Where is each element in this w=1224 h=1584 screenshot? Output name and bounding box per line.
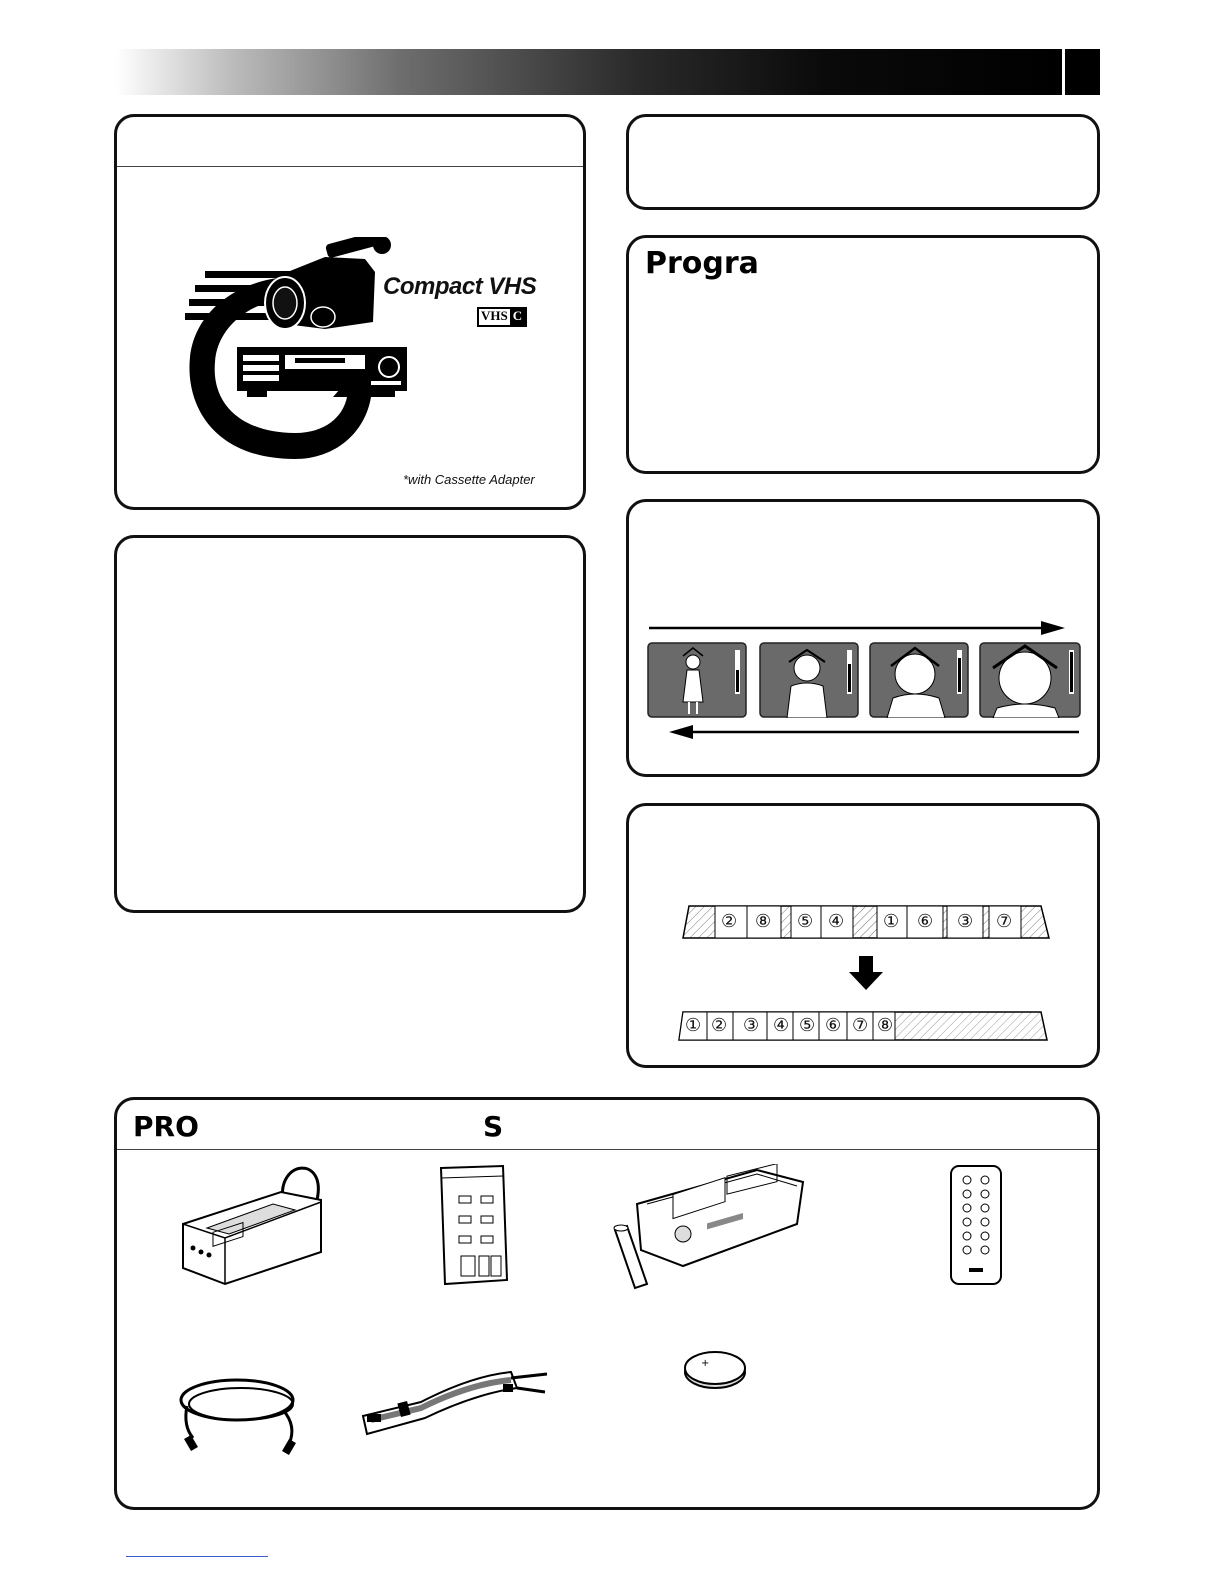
cassette-adapter-icon — [607, 1164, 807, 1294]
battery-pack-icon — [433, 1164, 513, 1294]
before-clip-8: ⑦ — [996, 911, 1013, 931]
before-clip-6: ⑥ — [917, 911, 934, 931]
header-page-block — [1065, 49, 1100, 95]
after-clip-2: ② — [711, 1015, 728, 1035]
shoulder-strap-icon — [361, 1362, 551, 1452]
vhs-badge-text: VHS — [481, 308, 508, 323]
down-arrow-icon — [849, 956, 883, 992]
before-clip-5: ① — [883, 911, 900, 931]
info-panel-right-top — [626, 114, 1100, 210]
zoom-out-arrow — [647, 722, 1087, 742]
after-clip-3: ③ — [743, 1015, 760, 1035]
remote-control-icon — [947, 1164, 1007, 1294]
panel-divider — [117, 166, 583, 167]
info-panel-left — [114, 535, 586, 913]
footer-link-underline[interactable] — [126, 1556, 268, 1557]
svg-text:+: + — [701, 1358, 710, 1369]
before-clip-3: ⑤ — [797, 911, 814, 931]
panel-divider — [117, 1149, 1097, 1150]
before-clip-2: ⑧ — [755, 911, 772, 931]
zoom-frame-1 — [647, 642, 747, 718]
after-clip-1: ① — [685, 1015, 702, 1035]
ac-adapter-icon — [177, 1160, 337, 1290]
vhs-badge-letter: C — [510, 309, 525, 325]
after-clip-6: ⑥ — [825, 1015, 842, 1035]
before-clip-7: ③ — [957, 911, 974, 931]
program-panel — [626, 235, 1100, 474]
lithium-battery-icon — [681, 1346, 751, 1396]
before-clip-4: ④ — [828, 911, 845, 931]
cassette-adapter-caption: *with Cassette Adapter — [403, 472, 535, 487]
zoom-frame-4 — [979, 642, 1081, 718]
after-sequence — [677, 1010, 1049, 1042]
header-gradient-bar — [116, 49, 1062, 95]
after-clip-8: ⑧ — [877, 1015, 894, 1035]
program-heading: Progra — [645, 246, 759, 281]
compact-vhs-panel — [114, 114, 586, 510]
before-clip-1: ② — [721, 911, 738, 931]
zoom-in-arrow — [647, 618, 1087, 638]
after-clip-4: ④ — [773, 1015, 790, 1035]
before-sequence — [681, 904, 1051, 940]
after-clip-7: ⑦ — [852, 1015, 869, 1035]
zoom-panel — [626, 499, 1100, 777]
edit-panel — [626, 803, 1100, 1068]
accessories-panel — [114, 1097, 1100, 1510]
after-clip-5: ⑤ — [799, 1015, 816, 1035]
zoom-frame-2 — [759, 642, 859, 718]
accessories-heading-right: S — [483, 1110, 504, 1143]
accessories-heading-left: PRO — [133, 1110, 199, 1143]
vhs-c-badge — [477, 307, 527, 327]
av-cable-icon — [173, 1366, 313, 1456]
zoom-frame-3 — [869, 642, 969, 718]
compact-vhs-logo: Compact VHS — [383, 273, 537, 300]
